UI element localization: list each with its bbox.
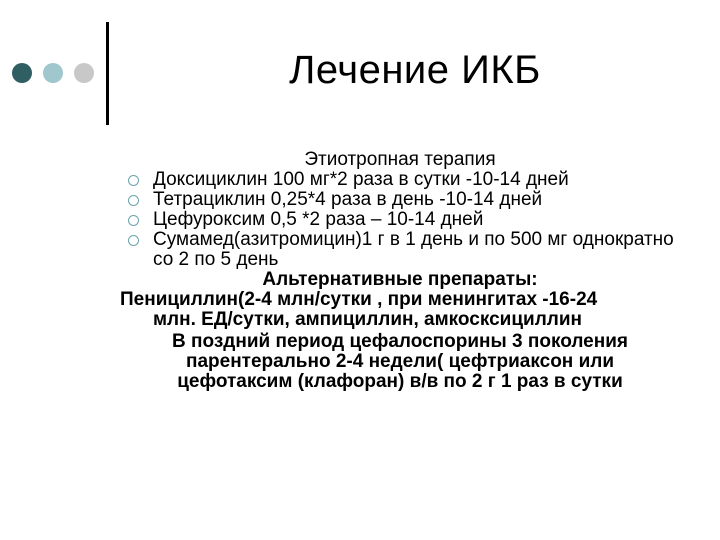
circle-bullet-icon bbox=[128, 195, 139, 206]
slide-content bbox=[120, 150, 680, 392]
late-period-line: В поздний период цефалоспорины 3 поколения bbox=[172, 331, 628, 352]
list-item-text: Доксициклин 100 мг*2 раза в сутки -10-14 дней bbox=[153, 169, 569, 190]
section-heading: Этиотропная терапия bbox=[304, 149, 496, 170]
dot-light-teal bbox=[43, 63, 63, 83]
late-period-line: парентерально 2-4 недели( цефтриаксон или bbox=[185, 351, 614, 372]
alternative-heading: Альтернативные препараты: bbox=[262, 269, 538, 290]
list-item-text: Сумамед(азитромицин)1 г в 1 день и по 500 мг однократно со 2 по 5 день bbox=[153, 229, 674, 270]
list-item bbox=[120, 170, 680, 190]
circle-bullet-icon bbox=[128, 215, 139, 226]
list-item bbox=[120, 230, 680, 270]
decorative-dots bbox=[12, 63, 102, 85]
list-item-text: Тетрациклин 0,25*4 раза в день -10-14 дней bbox=[153, 189, 543, 210]
drug-list bbox=[120, 170, 680, 270]
alternative-line: млн. ЕД/сутки, ампициллин, амкосксициллин bbox=[153, 309, 583, 330]
slide-title: Лечение ИКБ bbox=[289, 48, 541, 92]
late-period-text bbox=[120, 332, 680, 392]
circle-bullet-icon bbox=[128, 235, 139, 246]
list-item bbox=[120, 210, 680, 230]
late-period-line: цефотаксим (клафоран) в/в по 2 г 1 раз в сутки bbox=[177, 371, 623, 392]
title-divider bbox=[106, 22, 109, 125]
dot-dark-teal bbox=[12, 63, 32, 83]
circle-bullet-icon bbox=[128, 175, 139, 186]
list-item-text: Цефуроксим 0,5 *2 раза – 10-14 дней bbox=[153, 209, 484, 230]
list-item bbox=[120, 190, 680, 210]
dot-gray bbox=[74, 63, 94, 83]
alternative-line: Пенициллин(2-4 млн/сутки , при менингитах -16-24 bbox=[120, 289, 598, 310]
alternative-text bbox=[120, 290, 680, 330]
